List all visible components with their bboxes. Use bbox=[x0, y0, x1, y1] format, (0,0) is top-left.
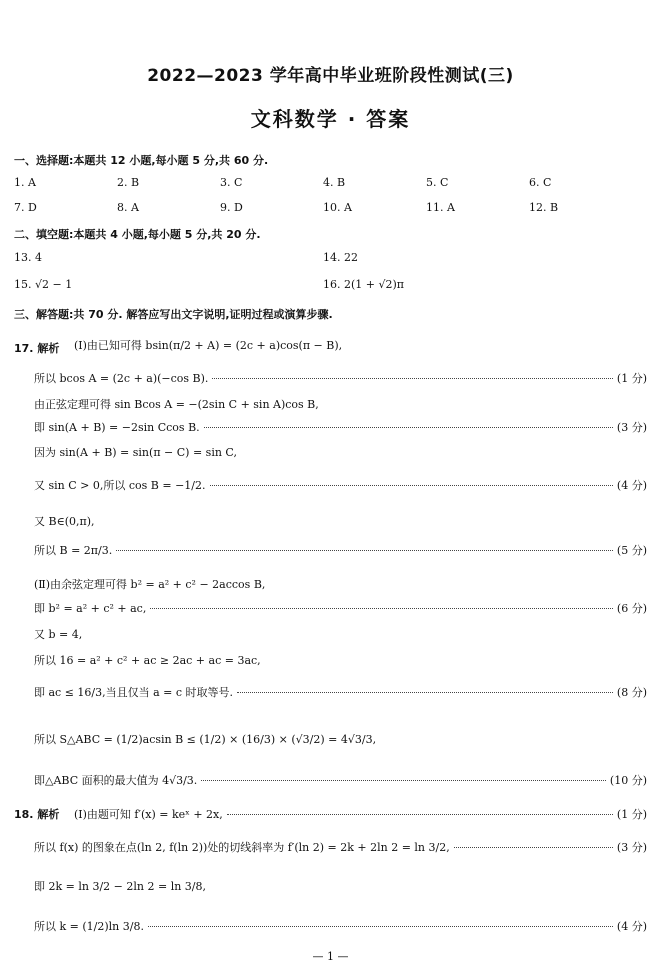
leader-dots bbox=[116, 549, 613, 551]
step-score: (8 分) bbox=[616, 686, 647, 699]
q17-step bbox=[34, 576, 647, 592]
answer-2: 2. B bbox=[117, 176, 140, 189]
step-text: 所以 B = 2π/3. bbox=[34, 544, 113, 557]
step-text: 即 2k = ln 3/2 − 2ln 2 = ln 3/8, bbox=[34, 880, 206, 893]
q17-step bbox=[34, 772, 647, 788]
step-score: (5 分) bbox=[616, 544, 647, 557]
step-text: 所以 16 = a² + c² + ac ≥ 2ac + ac = 3ac, bbox=[34, 654, 261, 667]
answer-14: 14. 22 bbox=[323, 251, 358, 264]
leader-dots bbox=[237, 691, 613, 693]
leader-dots bbox=[210, 484, 613, 486]
step-score: (1 分) bbox=[616, 808, 647, 821]
answer-3: 3. C bbox=[220, 176, 243, 189]
step-text: (Ⅰ)由题可知 f′(x) = keˣ + 2x, bbox=[74, 808, 223, 821]
q17-step bbox=[34, 731, 647, 747]
step-text: 即 b² = a² + c² + ac, bbox=[34, 602, 147, 615]
q17-step bbox=[34, 396, 647, 412]
step-text: 即 ac ≤ 16/3,当且仅当 a = c 时取等号. bbox=[34, 686, 234, 699]
answer-4: 4. B bbox=[323, 176, 346, 189]
q17-intro: (Ⅰ)由已知可得 bsin(π/2 + A) = (2c + a)cos(π − B), bbox=[74, 339, 343, 352]
q17-step bbox=[34, 419, 647, 435]
q17-step bbox=[34, 513, 647, 529]
page-number: — 1 — bbox=[312, 950, 349, 963]
step-text: 又 B∈(0,π), bbox=[34, 515, 95, 528]
answer-13: 13. 4 bbox=[14, 251, 42, 264]
section3-heading: 三、解答题:共 70 分. 解答应写出文字说明,证明过程或演算步骤. bbox=[14, 308, 333, 321]
leader-dots bbox=[454, 846, 613, 848]
answer-9: 9. D bbox=[220, 201, 243, 214]
answer-1: 1. A bbox=[14, 176, 36, 189]
step-text: 所以 bcos A = (2c + a)(−cos B). bbox=[34, 372, 209, 385]
step-text: 所以 k = (1/2)ln 3/8. bbox=[34, 920, 144, 933]
answer-5: 5. C bbox=[426, 176, 449, 189]
section2-heading: 二、填空题:本题共 4 小题,每小题 5 分,共 20 分. bbox=[14, 228, 261, 241]
step-text: 由正弦定理可得 sin Bcos A = −(2sin C + sin A)cos B, bbox=[34, 398, 319, 411]
answer-11: 11. A bbox=[426, 201, 455, 214]
q18-step bbox=[74, 806, 647, 822]
q18-step bbox=[34, 878, 647, 894]
page-title: 2022—2023 学年高中毕业班阶段性测试(三) bbox=[147, 66, 514, 86]
answer-7: 7. D bbox=[14, 201, 37, 214]
q18-label: 18. 解析 bbox=[14, 808, 60, 821]
page-subtitle: 文科数学 · 答案 bbox=[250, 107, 411, 131]
step-text: 即△ABC 面积的最大值为 4√3/3. bbox=[34, 774, 198, 787]
step-text: (Ⅱ)由余弦定理可得 b² = a² + c² − 2accos B, bbox=[34, 578, 266, 591]
q17-step bbox=[34, 600, 647, 616]
q17-label: 17. 解析 bbox=[14, 342, 60, 355]
step-text: 又 b = 4, bbox=[34, 628, 83, 641]
answer-16: 16. 2(1 + √2)π bbox=[323, 278, 405, 291]
step-score: (3 分) bbox=[616, 841, 647, 854]
q18-step bbox=[34, 839, 647, 855]
step-score: (4 分) bbox=[616, 479, 647, 492]
section1-heading: 一、选择题:本题共 12 小题,每小题 5 分,共 60 分. bbox=[14, 154, 269, 167]
q18-step bbox=[34, 918, 647, 934]
leader-dots bbox=[201, 779, 606, 781]
leader-dots bbox=[148, 925, 613, 927]
answer-10: 10. A bbox=[323, 201, 352, 214]
step-text: 又 sin C > 0,所以 cos B = −1/2. bbox=[34, 479, 206, 492]
step-score: (1 分) bbox=[616, 372, 647, 385]
step-text: 因为 sin(A + B) = sin(π − C) = sin C, bbox=[34, 446, 237, 459]
q17-step bbox=[34, 444, 647, 460]
step-text: 所以 S△ABC = (1/2)acsin B ≤ (1/2) × (16/3) × (√3/2) = 4√3/3, bbox=[34, 733, 377, 746]
step-text: 即 sin(A + B) = −2sin Ccos B. bbox=[34, 421, 200, 434]
step-score: (4 分) bbox=[616, 920, 647, 933]
answer-8: 8. A bbox=[117, 201, 139, 214]
step-score: (10 分) bbox=[609, 774, 647, 787]
q17-step bbox=[34, 684, 647, 700]
leader-dots bbox=[204, 426, 613, 428]
answer-6: 6. C bbox=[529, 176, 552, 189]
step-score: (3 分) bbox=[616, 421, 647, 434]
step-text: 所以 f(x) 的图象在点(ln 2, f(ln 2))处的切线斜率为 f′(ln 2) = 2k + 2ln 2 = ln 3/2, bbox=[34, 841, 450, 854]
answer-15: 15. √2 − 1 bbox=[14, 278, 73, 291]
q17-step bbox=[34, 370, 647, 386]
leader-dots bbox=[150, 607, 613, 609]
leader-dots bbox=[212, 377, 612, 379]
q17-step bbox=[34, 542, 647, 558]
q17-step bbox=[34, 626, 647, 642]
leader-dots bbox=[227, 813, 613, 815]
q17-step bbox=[34, 652, 647, 668]
step-score: (6 分) bbox=[616, 602, 647, 615]
q17-step bbox=[34, 477, 647, 493]
answer-12: 12. B bbox=[529, 201, 559, 214]
